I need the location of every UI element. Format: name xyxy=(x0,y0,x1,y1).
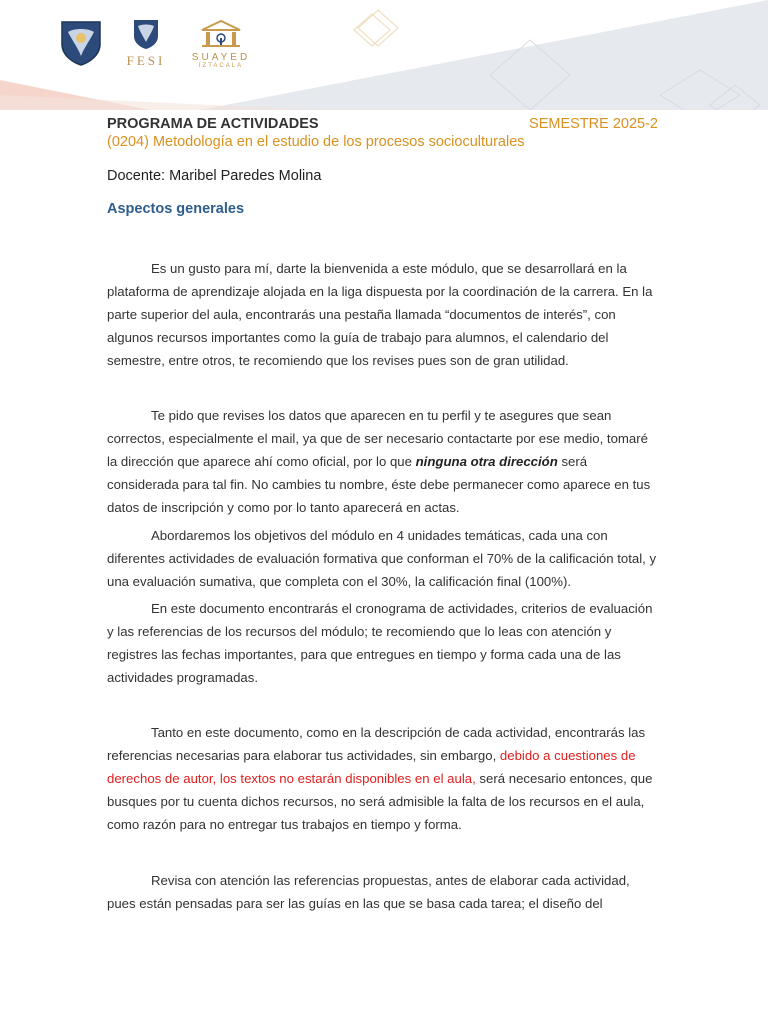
suayed-building-icon xyxy=(188,18,254,48)
paragraph-text: Tanto en este documento, como en la descripción de cada actividad, encontrarás las referencias necesarias para elaborar tus actividades, sin embargo, xyxy=(107,725,646,763)
paragraph-welcome: Es un gusto para mí, darte la bienvenida a este módulo, que se desarrollará en la plataforma de aprendizaje alojada en la liga dispuesta por la coordinación de la carrera. En la parte superior del aula, encontrarás una pestaña llamada “documentos de interés”, con algunos recursos importantes como la guía de trabajo para alumnos, el calendario del semestre, entre otros, te recomiendo que los revises pues son de gran utilidad. xyxy=(107,261,653,368)
paragraph-text: Te pido que revises los datos que aparecen en tu perfil y te asegures que sean correctos, especialmente el mail, ya que de ser necesario contactarte por ese medio, tomaré la dirección que aparece ahí como oficial, por lo que xyxy=(107,408,648,469)
fesi-logo-text: FESI xyxy=(126,53,166,68)
paragraph-review: Revisa con atención las referencias propuestas, antes de elaborar cada actividad, pues están pensadas para ser las guías en las que se basa cada tarea; el diseño del xyxy=(107,873,630,911)
fesi-logo xyxy=(116,18,176,66)
unam-shield-logo xyxy=(58,18,104,66)
suayed-logo xyxy=(188,18,254,69)
semester-label: SEMESTRE 2025-2 xyxy=(529,116,658,132)
emphasis-text: ninguna otra dirección xyxy=(415,454,558,469)
paragraph-text: será necesario entonces, que busques por tu cuenta dichos recursos, no será admisible la falta de los recursos en el aula, como razón para no entregar tus trabajos en tiempo y forma. xyxy=(107,771,653,832)
paragraph-units: Abordaremos los objetivos del módulo en 4 unidades temáticas, cada una con diferentes actividades de evaluación formativa que conforman el 70% de la calificación total, y una evaluación sumativa, que completa con el 30%, la calificación final (100%). xyxy=(107,528,657,589)
paragraph-text: será considerada para tal fin. No cambies tu nombre, éste debe permanecer como aparece en tus datos de inscripción y como por lo tanto aparecerá en actas. xyxy=(107,454,651,515)
section-heading: Aspectos generales xyxy=(107,201,245,217)
course-title: (0204) Metodología en el estudio de los procesos socioculturales xyxy=(107,134,525,150)
paragraph-profile xyxy=(107,404,660,519)
paragraph-schedule: En este documento encontrarás el cronograma de actividades, criterios de evaluación y las referencias de los recursos del módulo; te recomiendo que lo leas con atención y registres las fechas importantes, para que entregues en tiempo y forma cada una de las actividades programadas. xyxy=(107,601,653,685)
teacher-name: Docente: Maribel Paredes Molina xyxy=(107,168,322,184)
copyright-warning: debido a cuestiones de derechos de autor, los textos no estarán disponibles en el aula, xyxy=(107,748,636,786)
paragraph-references xyxy=(107,721,660,836)
suayed-logo-text: SUAYED xyxy=(191,52,251,63)
fesi-shield-icon xyxy=(116,18,176,50)
program-title: PROGRAMA DE ACTIVIDADES xyxy=(107,116,319,132)
suayed-logo-subtext: IZTACALA xyxy=(198,63,244,69)
